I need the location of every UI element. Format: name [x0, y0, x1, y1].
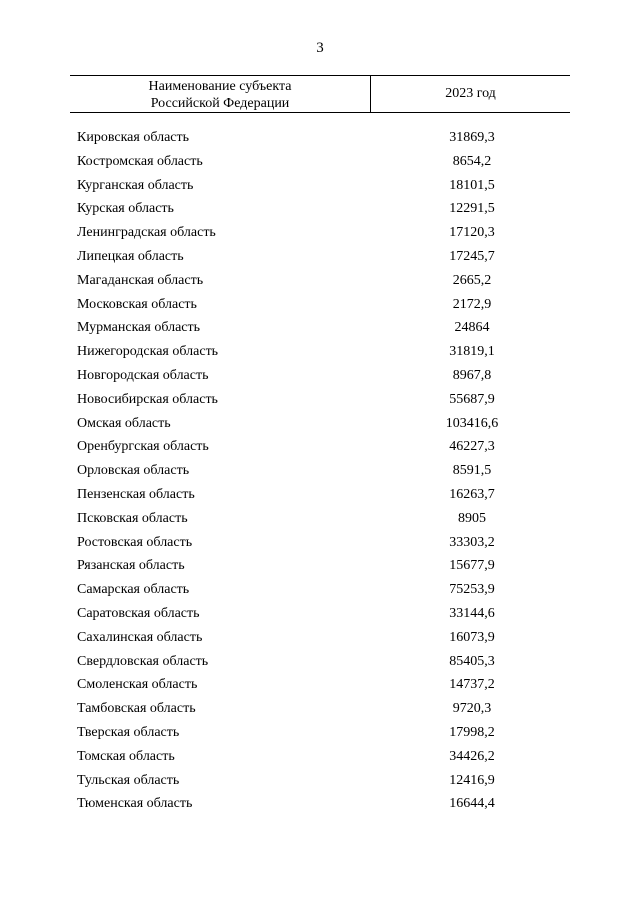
region-name: Магаданская область [77, 272, 204, 288]
region-name: Ленинградская область [77, 225, 216, 241]
region-value-2023: 85405,3 [449, 653, 495, 669]
header-region-name-line2: Российской Федерации [150, 96, 290, 111]
table-row [0, 435, 640, 459]
region-value-2023: 17120,3 [449, 225, 495, 241]
region-value-2023: 8905 [458, 510, 486, 526]
region-value-2023: 34426,2 [449, 748, 495, 764]
table-row [0, 697, 640, 721]
region-name: Мурманская область [77, 320, 201, 336]
region-value-2023: 75253,9 [449, 582, 495, 598]
region-name: Самарская область [77, 582, 190, 598]
region-name: Липецкая область [77, 248, 184, 264]
table-row [0, 745, 640, 769]
region-name: Курганская область [77, 177, 194, 193]
table-row [0, 245, 640, 269]
region-value-2023: 8591,5 [452, 463, 492, 479]
table-row [0, 150, 640, 174]
region-name: Псковская область [77, 510, 188, 526]
table-row [0, 507, 640, 531]
region-value-2023: 12416,9 [449, 772, 495, 788]
table-row [0, 483, 640, 507]
table-row [0, 340, 640, 364]
region-name: Тверская область [77, 724, 180, 740]
table-row [0, 602, 640, 626]
region-value-2023: 33303,2 [449, 534, 495, 550]
region-value-2023: 17998,2 [449, 724, 495, 740]
table-row [0, 197, 640, 221]
region-value-2023: 8654,2 [452, 153, 492, 169]
region-value-2023: 16073,9 [449, 629, 495, 645]
region-value-2023: 103416,6 [445, 415, 499, 431]
header-region-name-line1: Наименование субъекта [148, 79, 292, 94]
region-name: Ростовская область [77, 534, 193, 550]
header-year: 2023 год [445, 86, 496, 101]
region-name: Оренбургская область [77, 439, 209, 455]
table-row [0, 673, 640, 697]
region-value-2023: 46227,3 [449, 439, 495, 455]
region-value-2023: 24864 [454, 320, 490, 336]
table-row [0, 221, 640, 245]
table-row [0, 174, 640, 198]
table-row [0, 293, 640, 317]
table-row [0, 269, 640, 293]
region-value-2023: 2172,9 [452, 296, 492, 312]
region-value-2023: 18101,5 [449, 177, 495, 193]
region-name: Смоленская область [77, 677, 198, 693]
region-name: Орловская область [77, 463, 190, 479]
region-value-2023: 16644,4 [449, 796, 495, 812]
region-name: Тамбовская область [77, 701, 196, 717]
region-name: Тульская область [77, 772, 180, 788]
region-name: Тюменская область [77, 796, 193, 812]
region-value-2023: 33144,6 [449, 605, 495, 621]
region-name: Кировская область [77, 130, 190, 145]
table-row [0, 626, 640, 650]
table-header [70, 75, 570, 113]
region-name: Костромская область [77, 153, 203, 169]
table-row [0, 126, 640, 150]
region-value-2023: 31819,1 [449, 344, 495, 360]
region-name: Саратовская область [77, 605, 200, 621]
region-value-2023: 16263,7 [449, 486, 495, 502]
table-row [0, 412, 640, 436]
table-row [0, 721, 640, 745]
table-row [0, 388, 640, 412]
region-value-2023: 14737,2 [449, 677, 495, 693]
table-row [0, 531, 640, 555]
region-name: Пензенская область [77, 486, 195, 502]
region-name: Томская область [77, 748, 175, 764]
region-name: Новосибирская область [77, 391, 218, 407]
table-row [0, 792, 640, 816]
region-value-2023: 17245,7 [449, 248, 495, 264]
region-value-2023: 55687,9 [449, 391, 495, 407]
table-row [0, 316, 640, 340]
page-number: 3 [316, 40, 324, 56]
region-name: Московская область [77, 296, 197, 312]
table-body [0, 126, 640, 816]
region-name: Сахалинская область [77, 629, 203, 645]
region-value-2023: 2665,2 [452, 272, 492, 288]
region-name: Рязанская область [77, 558, 185, 574]
region-name: Курская область [77, 201, 174, 217]
table-row [0, 578, 640, 602]
table-row [0, 459, 640, 483]
table-row [0, 650, 640, 674]
table-row [0, 769, 640, 793]
region-value-2023: 8967,8 [452, 367, 492, 383]
table-row [0, 554, 640, 578]
region-value-2023: 9720,3 [452, 701, 492, 717]
region-name: Нижегородская область [77, 344, 219, 360]
region-value-2023: 12291,5 [449, 201, 495, 217]
table-row [0, 364, 640, 388]
region-name: Новгородская область [77, 367, 209, 383]
header-region-name [70, 76, 371, 112]
region-name: Свердловская область [77, 653, 209, 669]
region-value-2023: 15677,9 [449, 558, 495, 574]
region-name: Омская область [77, 415, 171, 431]
region-value-2023: 31869,3 [449, 130, 495, 145]
